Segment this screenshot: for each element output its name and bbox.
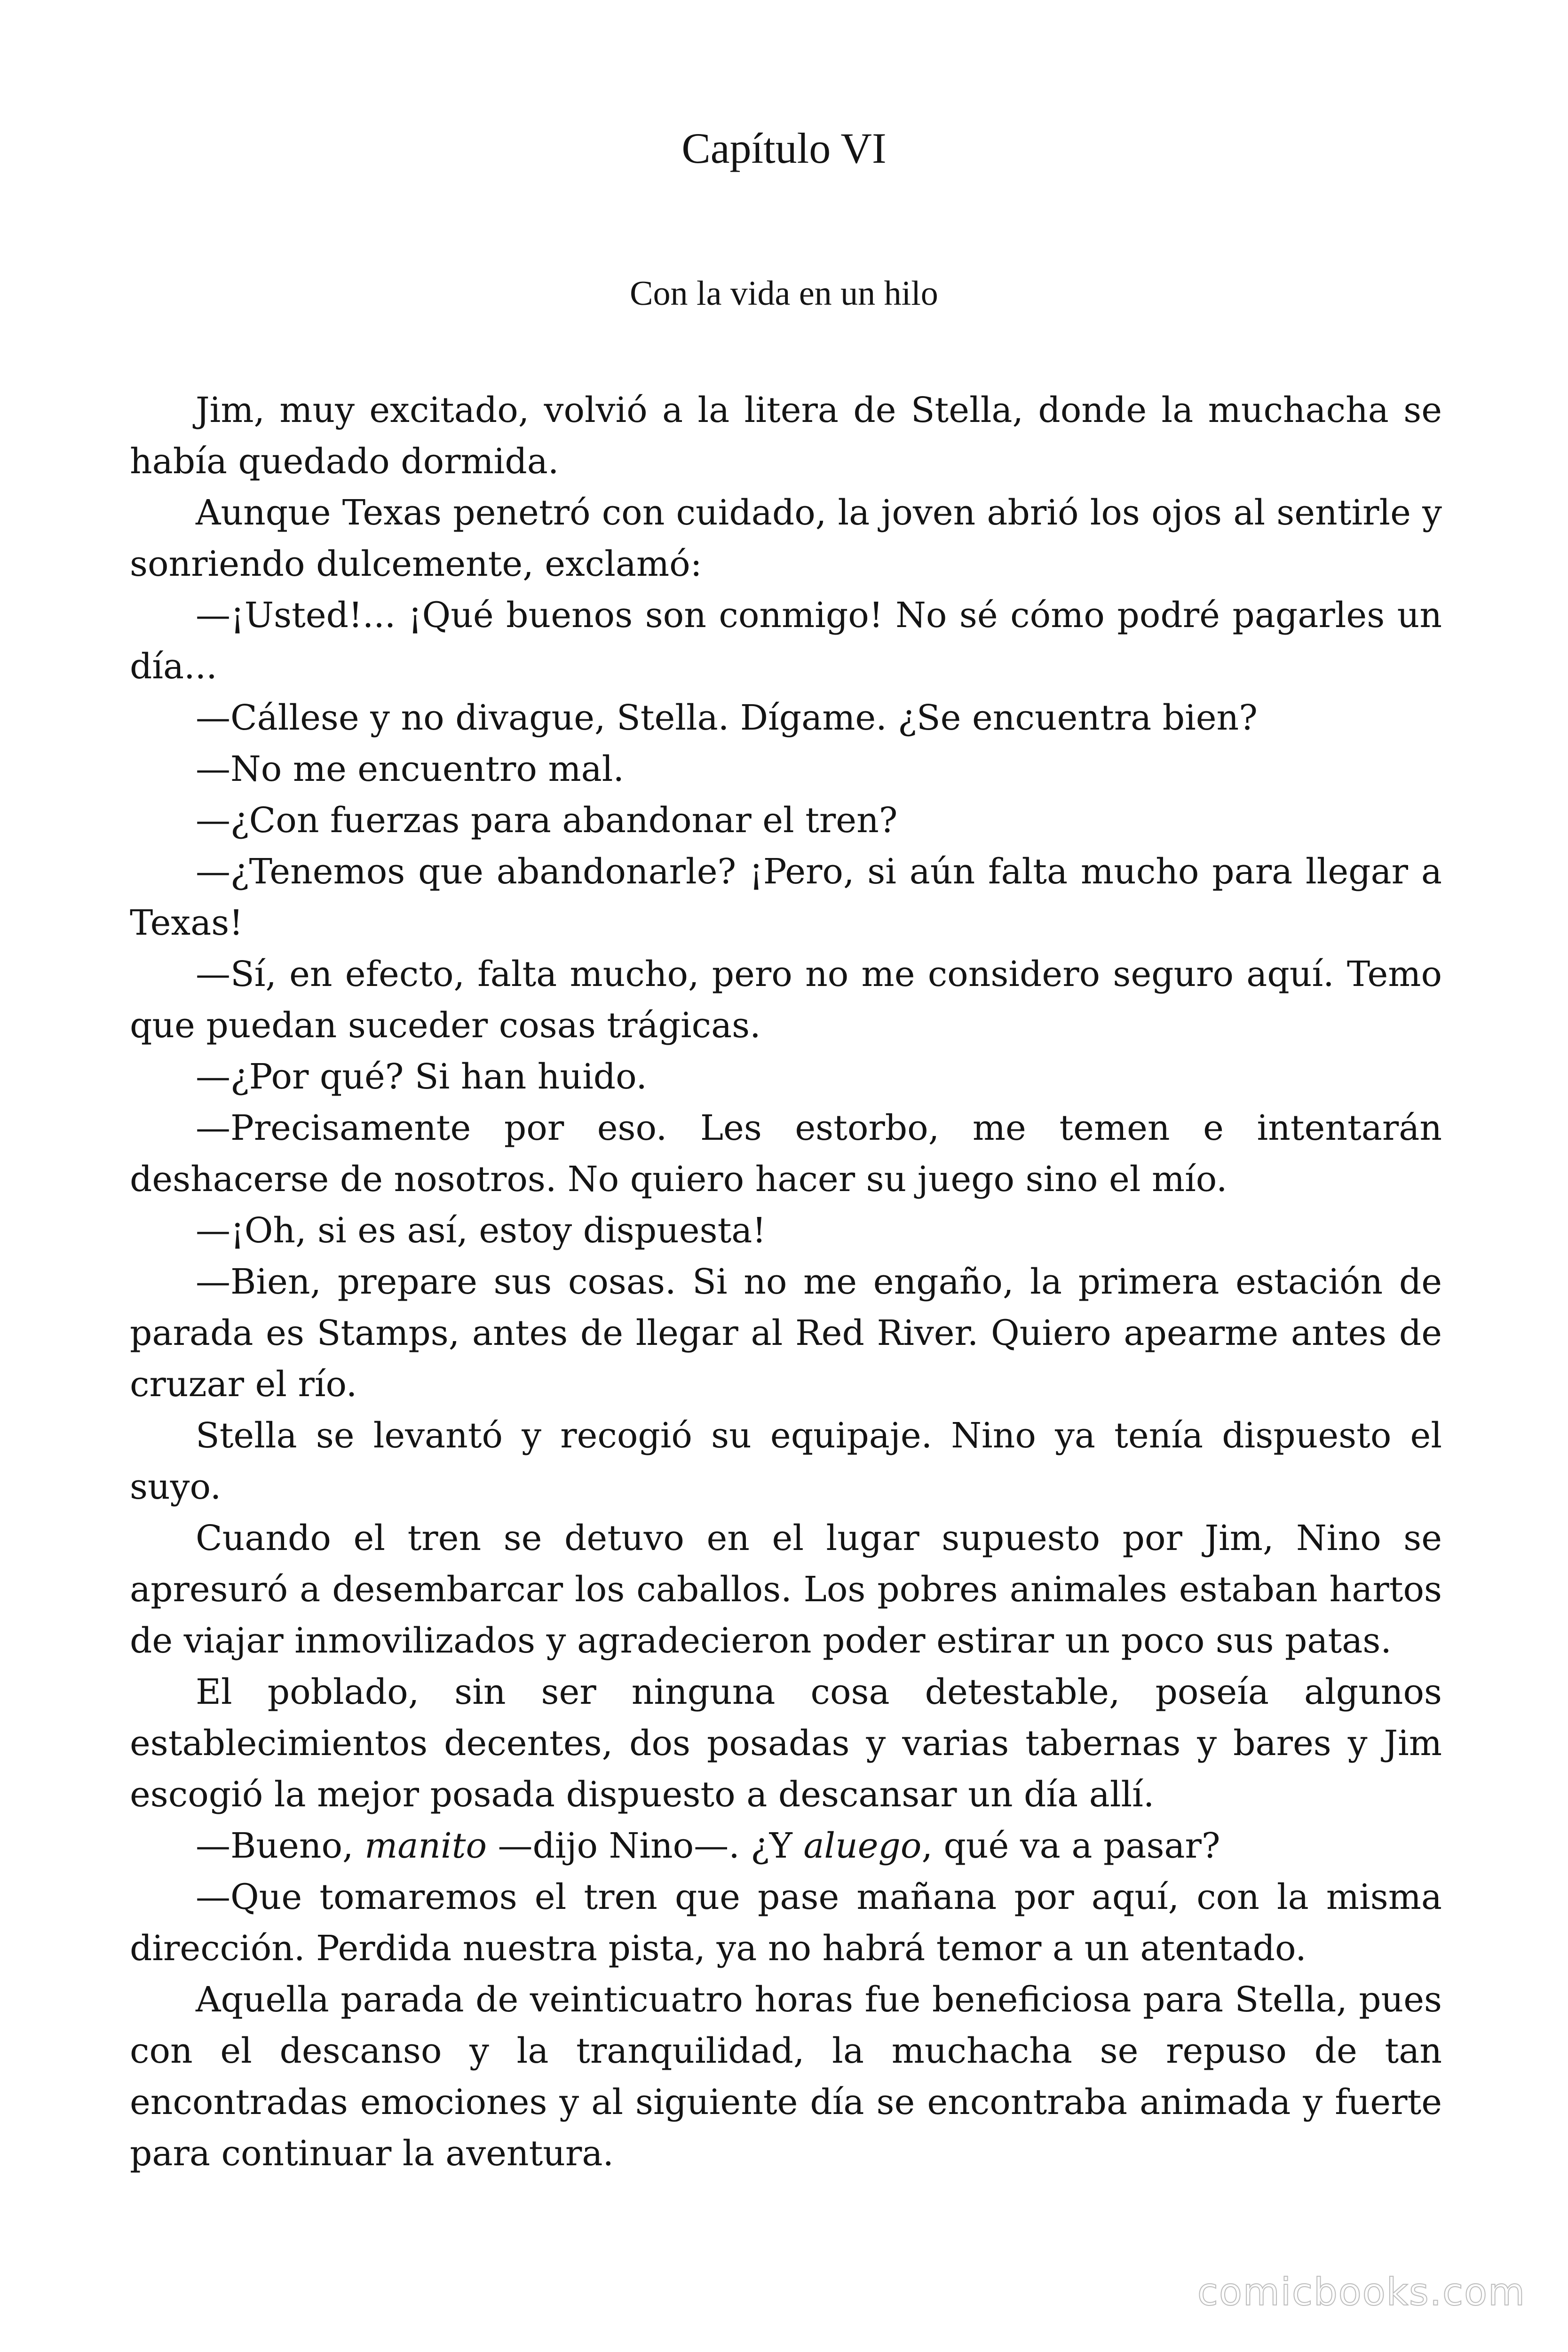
paragraph: —Precisamente por eso. Les estorbo, me temen e intentarán deshacerse de nosotros. No quiero hacer su juego sino el mío. <box>130 1108 1442 1200</box>
paragraph: Stella se levantó y recogió su equipaje. Nino ya tenía dispuesto el suyo. <box>130 1415 1442 1507</box>
chapter-subtitle: Con la vida en un hilo <box>630 274 938 313</box>
paragraph: —¿Con fuerzas para abandonar el tren? <box>196 800 898 841</box>
paragraph: El poblado, sin ser ninguna cosa detestable, poseía algunos establecimientos decentes, dos posadas y varias tabernas y bares y Jim escogió la mejor posada dispuesto a descansar un día allí. <box>130 1672 1442 1815</box>
italic-word: aluego <box>803 1826 922 1866</box>
paragraph: —Que tomaremos el tren que pase mañana por aquí, con la misma dirección. Perdida nuestra pista, ya no habrá temor a un atentado. <box>130 1877 1442 1969</box>
paragraph: —Bien, prepare sus cosas. Si no me engaño, la primera estación de parada es Stamps, antes de llegar al Red River. Quiero apearme antes de cruzar el río. <box>130 1262 1442 1405</box>
paragraph: —¿Por qué? Si han huido. <box>196 1057 647 1097</box>
paragraph: —Sí, en efecto, falta mucho, pero no me considero seguro aquí. Temo que puedan suceder cosas trágicas. <box>130 954 1442 1046</box>
dialogue-text: —dijo Nino—. ¿Y <box>487 1826 804 1866</box>
paragraph: Aunque Texas penetró con cuidado, la joven abrió los ojos al sentirle y sonriendo dulcemente, exclamó: <box>130 493 1442 584</box>
paragraph: —No me encuentro mal. <box>196 749 624 789</box>
paragraph: —Cállese y no divague, Stella. Dígame. ¿Se encuentra bien? <box>196 698 1258 738</box>
paragraph: —¡Usted!... ¡Qué buenos son conmigo! No sé cómo podré pagarles un día... <box>130 595 1442 687</box>
dialogue-text: , qué va a pasar? <box>921 1826 1220 1866</box>
paragraph: —¿Tenemos que abandonarle? ¡Pero, si aún falta mucho para llegar a Texas! <box>130 851 1442 943</box>
paragraph: Jim, muy excitado, volvió a la litera de Stella, donde la muchacha se había quedado dormida. <box>130 390 1442 482</box>
paragraph: Aquella parada de veinticuatro horas fue beneficiosa para Stella, pues con el descanso y la tranquilidad, la muchacha se repuso de tan encontradas emociones y al siguiente día se encontraba animada y fuerte para continuar la aventura. <box>130 1979 1442 2174</box>
paragraph-nino-dialogue <box>130 1820 1442 1872</box>
paragraph: —¡Oh, si es así, estoy dispuesta! <box>196 1210 767 1251</box>
chapter-body <box>130 385 1442 2179</box>
watermark: comicbooks.com <box>1197 2270 1526 2314</box>
chapter-title: Capítulo VI <box>681 124 887 172</box>
dialogue-text: —Bueno, <box>196 1826 365 1866</box>
paragraph: Cuando el tren se detuvo en el lugar supuesto por Jim, Nino se apresuró a desembarcar los caballos. Los pobres animales estaban hartos de viajar inmovilizados y agradecieron poder estirar un poco sus patas. <box>130 1518 1442 1661</box>
italic-word: manito <box>364 1826 487 1866</box>
